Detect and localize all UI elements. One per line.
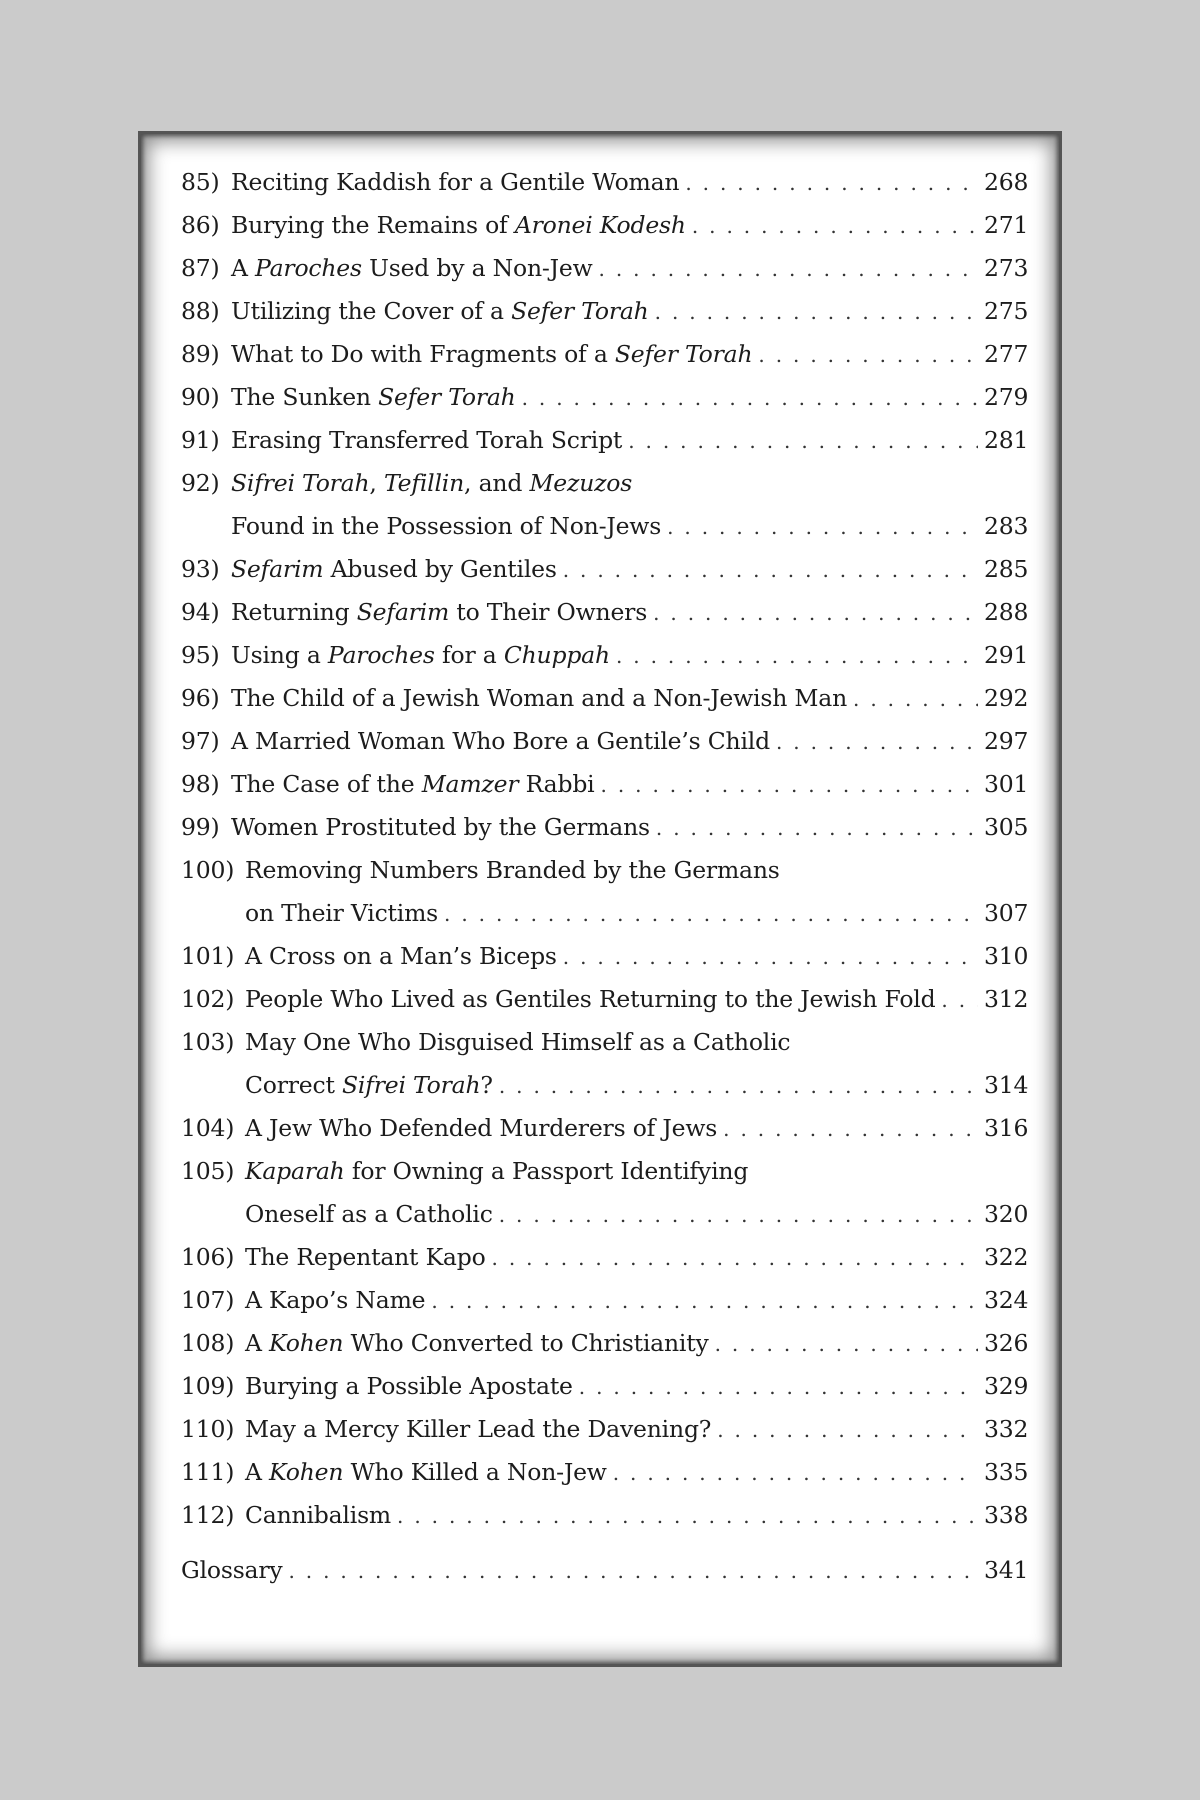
entry-title-text: Correct	[245, 1071, 342, 1099]
entry-title-text: Used by a Non-Jew	[361, 254, 593, 282]
entry-title-text: to Their Owners	[449, 598, 648, 626]
entry-title	[231, 462, 632, 505]
dot-leader	[715, 1323, 978, 1366]
entry-page-number: 320	[984, 1200, 1029, 1228]
entry-title-italic: Mamzer	[421, 770, 519, 798]
toc-entry[interactable]	[181, 1150, 1024, 1193]
entry-title-italic: Sefer Torah	[378, 383, 516, 411]
dot-leader	[444, 893, 978, 936]
entry-title-continued	[231, 505, 661, 548]
entry-title-text: May a Mercy Killer Lead the Davening?	[245, 1415, 712, 1443]
entry-title-text: The Case of the	[231, 770, 422, 798]
glossary-label: Glossary	[181, 1556, 283, 1584]
entry-number: 97)	[181, 727, 220, 755]
toc-entry[interactable]	[181, 161, 1029, 204]
entry-title-text: for a	[434, 641, 504, 669]
dot-leader	[758, 334, 978, 377]
entry-page-number: 316	[984, 1114, 1029, 1142]
dot-leader	[563, 549, 978, 592]
entry-page-number: 279	[984, 383, 1029, 411]
entry-number: 89)	[181, 340, 220, 368]
entry-title-italic: Sefer Torah	[614, 340, 753, 368]
entry-title	[231, 677, 847, 720]
entry-number: 103)	[181, 1028, 235, 1056]
entry-title	[231, 290, 649, 333]
entry-title-text: Reciting Kaddish for a Gentile Woman	[231, 168, 680, 196]
entry-title-text: for Owning a Passport Identifying	[344, 1157, 749, 1185]
entry-title	[245, 978, 935, 1021]
dot-leader	[431, 1280, 978, 1323]
glossary-page-number: 341	[984, 1556, 1029, 1584]
entry-page-number: 283	[984, 512, 1029, 540]
entry-title	[231, 591, 647, 634]
entry-title-continued	[245, 892, 438, 935]
entry-title-text: Burying a Possible Apostate	[245, 1372, 573, 1400]
entry-number: 98)	[181, 770, 220, 798]
entry-title-continued	[245, 1064, 493, 1107]
entry-title-text: Oneself as a Catholic	[245, 1200, 493, 1228]
entry-number: 107)	[181, 1286, 235, 1314]
book-page	[138, 131, 1062, 1667]
entry-title-italic: Tefillin	[383, 469, 465, 497]
toc-entry[interactable]	[181, 548, 1029, 591]
entry-number: 110)	[181, 1415, 235, 1443]
entry-title-italic: Sefarim	[231, 555, 324, 583]
toc-entry[interactable]	[181, 806, 1029, 849]
toc-entry[interactable]	[181, 634, 1029, 677]
entry-number: 104)	[181, 1114, 235, 1142]
entry-number: 86)	[181, 211, 220, 239]
toc-entry[interactable]	[181, 419, 1029, 462]
entry-title-italic: Aronei Kodesh	[514, 211, 686, 239]
dot-leader	[288, 1550, 978, 1593]
entry-title-text: Burying the Remains of	[231, 211, 515, 239]
entry-title-continued	[245, 1193, 493, 1236]
entry-title	[245, 1236, 486, 1279]
entry-number: 96)	[181, 684, 220, 712]
entry-page-number: 314	[984, 1071, 1029, 1099]
entry-title-text: People Who Lived as Gentiles Returning to the Jewish Fold	[245, 985, 936, 1013]
dot-leader	[853, 678, 978, 721]
entry-title	[231, 419, 622, 462]
toc-entry[interactable]	[181, 462, 1024, 505]
entry-title	[231, 720, 770, 763]
entry-page-number: 288	[984, 598, 1029, 626]
dot-leader	[723, 1108, 978, 1151]
entry-title-italic: Sefarim	[356, 598, 450, 626]
entry-title	[231, 161, 679, 204]
toc-entry-continuation[interactable]	[181, 1193, 1029, 1236]
toc-entry-glossary[interactable]	[181, 1549, 1029, 1592]
toc-entry-continuation[interactable]	[181, 892, 1029, 935]
entry-number: 101)	[181, 942, 235, 970]
dot-leader	[492, 1237, 978, 1280]
entry-title-text: , and	[464, 469, 530, 497]
entry-number: 112)	[181, 1501, 235, 1529]
toc-entry[interactable]	[181, 720, 1029, 763]
dot-leader	[499, 1194, 978, 1237]
entry-number: 100)	[181, 856, 235, 884]
entry-title	[245, 849, 780, 892]
entry-title-text: May One Who Disguised Himself as a Catholic	[245, 1028, 791, 1056]
entry-page-number: 297	[984, 727, 1029, 755]
toc-entry-continuation[interactable]	[181, 505, 1029, 548]
entry-title	[231, 333, 752, 376]
dot-leader	[397, 1495, 978, 1538]
entry-title-italic: Kohen	[269, 1458, 344, 1486]
table-of-contents	[181, 161, 1029, 1592]
entry-page-number: 271	[984, 211, 1029, 239]
entry-title	[231, 806, 650, 849]
entry-number: 102)	[181, 985, 235, 1013]
dot-leader	[776, 721, 978, 764]
toc-entry[interactable]	[181, 1236, 1029, 1279]
entry-title-text: Rabbi	[518, 770, 595, 798]
dot-leader	[599, 248, 978, 291]
entry-number: 87)	[181, 254, 220, 282]
entry-title-text: Who Converted to Christianity	[343, 1329, 709, 1357]
entry-page-number: 268	[984, 168, 1029, 196]
entry-number: 99)	[181, 813, 220, 841]
entry-title	[245, 1451, 607, 1494]
entry-title	[231, 634, 610, 677]
dot-leader	[616, 635, 978, 678]
entry-title	[245, 1150, 748, 1193]
entry-number: 105)	[181, 1157, 235, 1185]
entry-page-number: 291	[984, 641, 1029, 669]
entry-number: 85)	[181, 168, 220, 196]
entry-page-number: 307	[984, 899, 1029, 927]
dot-leader	[692, 205, 978, 248]
entry-title	[245, 935, 557, 978]
toc-entry[interactable]	[181, 1107, 1029, 1150]
toc-entry[interactable]	[181, 247, 1029, 290]
entry-number: 94)	[181, 598, 220, 626]
entry-title-text: Cannibalism	[245, 1501, 392, 1529]
entry-title	[245, 1279, 425, 1322]
dot-leader	[628, 420, 978, 463]
entry-title-text: Abused by Gentiles	[323, 555, 557, 583]
toc-entry[interactable]	[181, 290, 1029, 333]
entry-title-text: A	[245, 1458, 270, 1486]
dot-leader	[522, 377, 978, 420]
toc-entry[interactable]	[181, 978, 1029, 1021]
entry-page-number: 338	[984, 1501, 1029, 1529]
dot-leader	[655, 291, 978, 334]
entry-page-number: 281	[984, 426, 1029, 454]
entry-title-italic: Chuppah	[503, 641, 610, 669]
toc-entry[interactable]	[181, 1279, 1029, 1322]
dot-leader	[656, 807, 978, 850]
entry-page-number: 277	[984, 340, 1029, 368]
entry-title-italic: Kohen	[269, 1329, 344, 1357]
entry-title-text: A Jew Who Defended Murderers of Jews	[245, 1114, 718, 1142]
entry-title	[245, 1322, 709, 1365]
toc-entry[interactable]	[181, 376, 1029, 419]
entry-page-number: 322	[984, 1243, 1029, 1271]
toc-entry[interactable]	[181, 935, 1029, 978]
entry-title-italic: Paroches	[327, 641, 435, 669]
entry-title-text: A Cross on a Man’s Biceps	[245, 942, 557, 970]
entry-title	[245, 1494, 391, 1537]
dot-leader	[579, 1366, 978, 1409]
dot-leader	[653, 592, 978, 635]
entry-title	[231, 763, 595, 806]
entry-number: 92)	[181, 469, 220, 497]
entry-page-number: 335	[984, 1458, 1029, 1486]
entry-page-number: 305	[984, 813, 1029, 841]
entry-number: 106)	[181, 1243, 235, 1271]
entry-title-italic: Sifrei Torah	[341, 1071, 481, 1099]
dot-leader	[667, 506, 978, 549]
entry-title-text: A Married Woman Who Bore a Gentile’s Child	[231, 727, 770, 755]
entry-page-number: 329	[984, 1372, 1029, 1400]
entry-page-number: 324	[984, 1286, 1029, 1314]
entry-title-text: Returning	[231, 598, 357, 626]
entry-page-number: 301	[984, 770, 1029, 798]
entry-number: 109)	[181, 1372, 235, 1400]
dot-leader	[613, 1452, 978, 1495]
entry-title-text: A	[245, 1329, 270, 1357]
entry-number: 95)	[181, 641, 220, 669]
entry-number: 111)	[181, 1458, 235, 1486]
entry-title	[231, 376, 516, 419]
entry-title-text: A	[231, 254, 256, 282]
entry-title-italic: Mezuzos	[529, 469, 633, 497]
entry-title-text: What to Do with Fragments of a	[231, 340, 615, 368]
entry-page-number: 310	[984, 942, 1029, 970]
entry-title-text: The Child of a Jewish Woman and a Non-Jewish Man	[231, 684, 848, 712]
entry-number: 90)	[181, 383, 220, 411]
entry-title-italic: Sefer Torah	[511, 297, 649, 325]
section-gap	[181, 1537, 1024, 1549]
toc-entry[interactable]	[181, 1408, 1029, 1451]
entry-title	[231, 548, 557, 591]
toc-entry-continuation[interactable]	[181, 1064, 1029, 1107]
entry-number: 91)	[181, 426, 220, 454]
entry-page-number: 312	[984, 985, 1029, 1013]
toc-entry[interactable]	[181, 204, 1029, 247]
toc-entry[interactable]	[181, 763, 1029, 806]
entry-title-italic: Sifrei Torah	[231, 469, 370, 497]
entry-title-text: Erasing Transferred Torah Script	[231, 426, 623, 454]
entry-page-number: 273	[984, 254, 1029, 282]
entry-title-italic: Kaparah	[245, 1157, 345, 1185]
entry-title	[231, 247, 593, 290]
entry-title-italic: Paroches	[255, 254, 362, 282]
entry-title-text: on Their Victims	[245, 899, 439, 927]
dot-leader	[685, 162, 978, 205]
toc-entry[interactable]	[181, 1494, 1029, 1537]
dot-leader	[563, 936, 978, 979]
entry-number: 93)	[181, 555, 220, 583]
toc-entry[interactable]	[181, 1021, 1024, 1064]
dot-leader	[941, 979, 978, 1022]
entry-title-text: The Repentant Kapo	[245, 1243, 486, 1271]
entry-title-text: Women Prostituted by the Germans	[231, 813, 650, 841]
entry-title-text: Who Killed a Non-Jew	[343, 1458, 607, 1486]
entry-title-text: Removing Numbers Branded by the Germans	[245, 856, 780, 884]
entry-title-text: ,	[369, 469, 384, 497]
entry-page-number: 285	[984, 555, 1029, 583]
entry-title-text: Using a	[231, 641, 328, 669]
entry-page-number: 332	[984, 1415, 1029, 1443]
entry-title-text: ?	[480, 1071, 493, 1099]
entry-page-number: 275	[984, 297, 1029, 325]
toc-entry[interactable]	[181, 677, 1029, 720]
entry-title	[245, 1408, 711, 1451]
toc-entry[interactable]	[181, 849, 1024, 892]
toc-entry[interactable]	[181, 591, 1029, 634]
entry-title-text: Found in the Possession of Non-Jews	[231, 512, 662, 540]
dot-leader	[601, 764, 979, 807]
entry-title-text: Utilizing the Cover of a	[231, 297, 512, 325]
entry-number: 108)	[181, 1329, 235, 1357]
dot-leader	[499, 1065, 978, 1108]
entry-title-text: A Kapo’s Name	[245, 1286, 426, 1314]
entry-page-number: 326	[984, 1329, 1029, 1357]
toc-entry[interactable]	[181, 1322, 1029, 1365]
entry-title	[231, 204, 686, 247]
entry-page-number: 292	[984, 684, 1029, 712]
entry-title	[245, 1365, 573, 1408]
dot-leader	[717, 1409, 978, 1452]
toc-entry[interactable]	[181, 333, 1029, 376]
entry-title	[245, 1107, 717, 1150]
entry-title	[245, 1021, 790, 1064]
toc-entry[interactable]	[181, 1451, 1029, 1494]
toc-entry[interactable]	[181, 1365, 1029, 1408]
entry-number: 88)	[181, 297, 220, 325]
entry-title-text: The Sunken	[231, 383, 379, 411]
